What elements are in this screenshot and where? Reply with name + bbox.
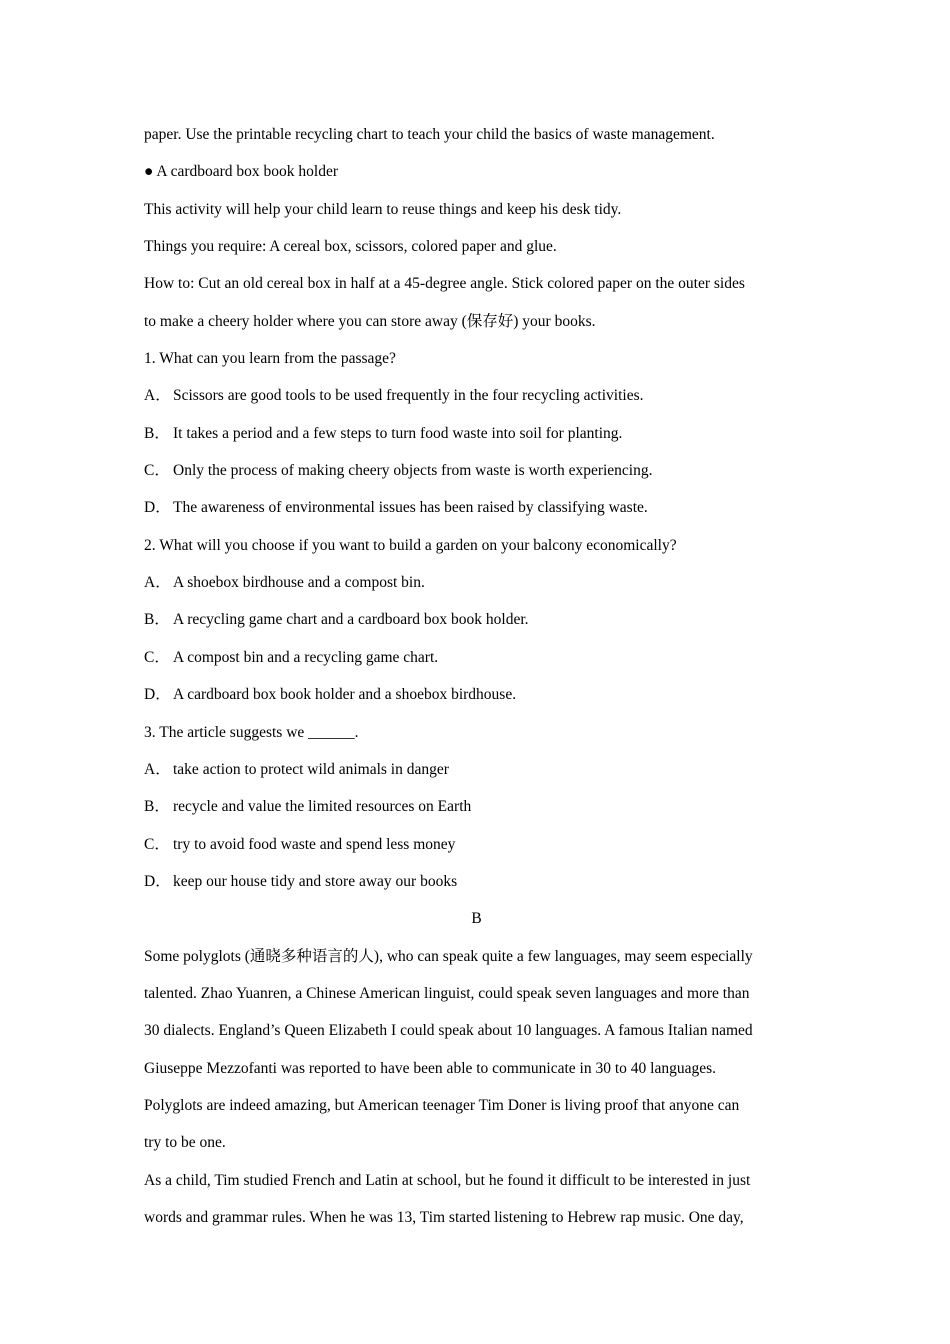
option-letter: A．: [144, 574, 171, 592]
passage-line: As a child, Tim studied French and Latin at school, but he found it difficult to be interested in just: [144, 1171, 751, 1189]
answer-option: [144, 863, 809, 900]
text-line: How to: Cut an old cereal box in half at a 45-degree angle. Stick colored paper on the outer sides: [144, 275, 745, 293]
option-text: try to avoid food waste and spend less money: [173, 835, 456, 853]
passage-line: Some polyglots (通晓多种语言的人), who can speak quite a few languages, may seem especially: [144, 947, 753, 965]
passage-line: talented. Zhao Yuanren, a Chinese American linguist, could speak seven languages and more than: [144, 984, 750, 1002]
answer-option: [144, 826, 809, 863]
passage-line: Polyglots are indeed amazing, but American teenager Tim Doner is living proof that anyone can: [144, 1096, 740, 1114]
answer-option: [144, 564, 809, 601]
answer-option: [144, 452, 809, 489]
answer-option: [144, 415, 809, 452]
option-letter: C．: [144, 462, 170, 480]
option-letter: B．: [144, 611, 170, 629]
passage-line: words and grammar rules. When he was 13, Tim started listening to Hebrew rap music. One day,: [144, 1208, 744, 1226]
answer-option: [144, 639, 809, 676]
option-letter: B．: [144, 798, 170, 816]
option-text: The awareness of environmental issues has been raised by classifying waste.: [173, 499, 648, 517]
option-letter: C．: [144, 648, 170, 666]
option-text: keep our house tidy and store away our books: [173, 872, 458, 890]
option-text: A cardboard box book holder and a shoebox birdhouse.: [173, 686, 517, 704]
question-stem: 3. The article suggests we ______.: [144, 723, 359, 741]
text-line: to make a cheery holder where you can store away (保存好) your books.: [144, 312, 596, 330]
answer-option: [144, 601, 809, 638]
option-text: Only the process of making cheery objects from waste is worth experiencing.: [173, 462, 653, 480]
option-letter: D．: [144, 686, 171, 704]
option-letter: D．: [144, 499, 171, 517]
text-line: This activity will help your child learn to reuse things and keep his desk tidy.: [144, 200, 622, 218]
passage-line: 30 dialects. England’s Queen Elizabeth I could speak about 10 languages. A famous Italian named: [144, 1022, 753, 1040]
option-letter: A．: [144, 760, 171, 778]
option-text: It takes a period and a few steps to turn food waste into soil for planting.: [173, 424, 623, 442]
answer-option: [144, 788, 809, 825]
option-letter: B．: [144, 424, 170, 442]
option-letter: C．: [144, 835, 170, 853]
section-heading: B: [471, 910, 482, 928]
document-content: [144, 116, 809, 1236]
answer-option: [144, 751, 809, 788]
passage-line: try to be one.: [144, 1134, 226, 1152]
passage-line: Giuseppe Mezzofanti was reported to have been able to communicate in 30 to 40 languages.: [144, 1059, 717, 1077]
option-text: recycle and value the limited resources on Earth: [173, 798, 472, 816]
question-stem: 2. What will you choose if you want to build a garden on your balcony economically?: [144, 536, 677, 554]
answer-option: [144, 377, 809, 414]
option-text: take action to protect wild animals in danger: [173, 760, 449, 778]
option-text: A shoebox birdhouse and a compost bin.: [173, 574, 425, 592]
option-letter: D．: [144, 872, 171, 890]
option-text: A recycling game chart and a cardboard box book holder.: [173, 611, 529, 629]
option-text: A compost bin and a recycling game chart.: [173, 648, 439, 666]
answer-option: [144, 489, 809, 526]
option-text: Scissors are good tools to be used frequently in the four recycling activities.: [173, 387, 644, 405]
question-stem: 1. What can you learn from the passage?: [144, 350, 396, 368]
answer-option: [144, 676, 809, 713]
text-line: Things you require: A cereal box, scissors, colored paper and glue.: [144, 238, 557, 256]
text-line: paper. Use the printable recycling chart to teach your child the basics of waste management.: [144, 126, 715, 143]
bullet-heading: ● A cardboard box book holder: [144, 163, 339, 181]
option-letter: A．: [144, 387, 171, 405]
